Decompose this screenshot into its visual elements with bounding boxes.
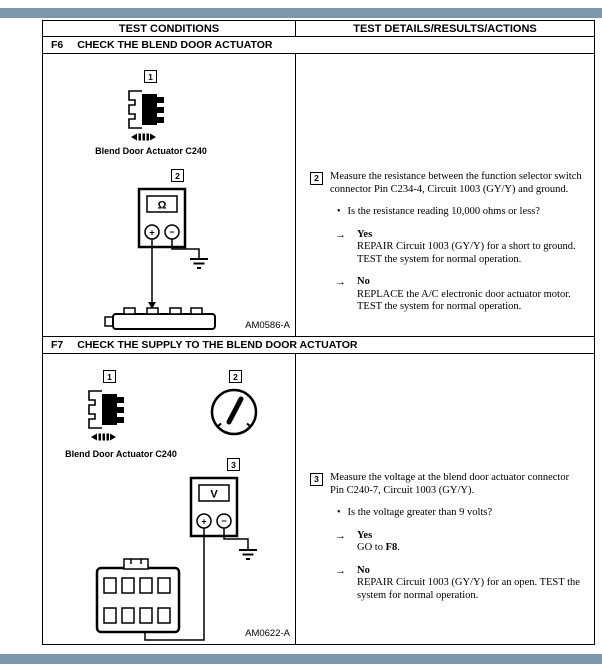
result-label-yes: Yes	[357, 529, 373, 541]
figure-step-2-marker: 2	[229, 370, 242, 383]
bottom-accent-bar	[0, 654, 602, 664]
ignition-switch-icon	[206, 386, 262, 440]
meter-symbol: Ω	[157, 199, 167, 212]
f7-steps	[296, 354, 594, 644]
pinpoint-test-page	[42, 20, 594, 645]
step-instruction: Measure the voltage at the blend door actuator connector Pin C240-7, Circuit 1003 (GY/Y).	[330, 472, 570, 496]
ohmmeter-diagram	[91, 187, 261, 333]
action-goto-ref: F8	[385, 542, 398, 553]
figure-code: AM0622-A	[245, 628, 290, 639]
harness-arrow-icon	[131, 134, 156, 141]
section-f6-title	[43, 37, 595, 54]
figure-code: AM0586-A	[245, 320, 290, 331]
result-action-no: REPAIR Circuit 1003 (GY/Y) for an open. TEST the system for normal operation.	[357, 577, 580, 601]
result-label-no: No	[357, 564, 370, 576]
test-step	[310, 472, 582, 602]
section-f7-body-row	[43, 354, 595, 645]
action-text: .	[397, 542, 400, 553]
table-header-row	[43, 21, 595, 37]
section-f7-heading: CHECK THE SUPPLY TO THE BLEND DOOR ACTUATOR	[77, 339, 358, 351]
meter-symbol: V	[210, 488, 218, 501]
result-label-yes: Yes	[357, 228, 373, 240]
section-f6-id: F6	[51, 39, 64, 51]
actuator-caption: Blend Door Actuator C240	[95, 146, 207, 156]
blend-door-actuator-icon	[111, 88, 185, 144]
arrow-icon: →	[335, 564, 346, 577]
section-f7-id: F7	[51, 339, 64, 351]
section-f6-title-row	[43, 37, 595, 54]
figure-step-1-marker: 1	[103, 370, 116, 383]
harness-arrow-icon	[91, 434, 116, 441]
col-header-test-conditions: TEST CONDITIONS	[43, 21, 296, 37]
bullet-icon: •	[337, 206, 341, 217]
test-lead-wire	[148, 239, 156, 309]
step-instruction: Measure the resistance between the function selector switch connector Pin C234-4, Circuit 1003 (GY/Y) and ground.	[330, 171, 582, 195]
test-step	[310, 171, 582, 314]
section-f6-body-row	[43, 54, 595, 337]
f7-figure	[43, 354, 295, 644]
bullet-icon: •	[337, 507, 341, 518]
arrow-icon: →	[335, 529, 346, 542]
f7-figure-cell	[43, 354, 296, 645]
arrow-icon: →	[335, 276, 346, 288]
step-question: Is the resistance reading 10,000 ohms or less?	[347, 206, 540, 217]
step-number-box: 3	[310, 473, 323, 486]
plus-terminal-label: +	[149, 227, 155, 238]
col-header-test-details: TEST DETAILS/RESULTS/ACTIONS	[296, 21, 595, 37]
action-text: GO to	[357, 542, 386, 553]
section-f6-heading: CHECK THE BLEND DOOR ACTUATOR	[77, 39, 273, 51]
figure-step-2-marker: 2	[171, 169, 184, 182]
plus-terminal-label: +	[201, 516, 207, 527]
f6-steps-cell	[296, 54, 595, 337]
result-label-no: No	[357, 276, 370, 287]
arrow-icon: →	[335, 228, 346, 241]
step-question: Is the voltage greater than 9 volts?	[347, 507, 493, 518]
connector-icon	[105, 308, 215, 329]
section-f7-title	[43, 337, 595, 354]
f6-figure-cell	[43, 54, 296, 337]
step-number-box: 2	[310, 172, 323, 185]
result-action-yes: REPAIR Circuit 1003 (GY/Y) for a short to ground. TEST the system for normal operation.	[357, 241, 576, 265]
f6-steps	[296, 54, 594, 336]
figure-step-1-marker: 1	[144, 70, 157, 83]
section-f7-title-row	[43, 337, 595, 354]
blend-door-actuator-icon	[71, 388, 145, 444]
voltmeter-diagram	[93, 476, 268, 644]
figure-step-3-marker: 3	[227, 458, 240, 471]
ohmmeter-icon	[139, 189, 185, 247]
connector-icon	[97, 559, 179, 632]
f7-steps-cell	[296, 354, 595, 645]
actuator-caption: Blend Door Actuator C240	[65, 449, 177, 459]
minus-terminal-label: −	[169, 227, 175, 237]
result-action-no: REPLACE the A/C electronic door actuator motor. TEST the system for normal operation.	[357, 288, 571, 312]
pinpoint-test-table	[42, 20, 595, 645]
minus-terminal-label: −	[221, 516, 227, 526]
result-action-yes	[357, 542, 400, 555]
top-accent-bar	[0, 8, 602, 18]
voltmeter-icon	[191, 478, 237, 536]
f6-figure	[43, 54, 295, 336]
